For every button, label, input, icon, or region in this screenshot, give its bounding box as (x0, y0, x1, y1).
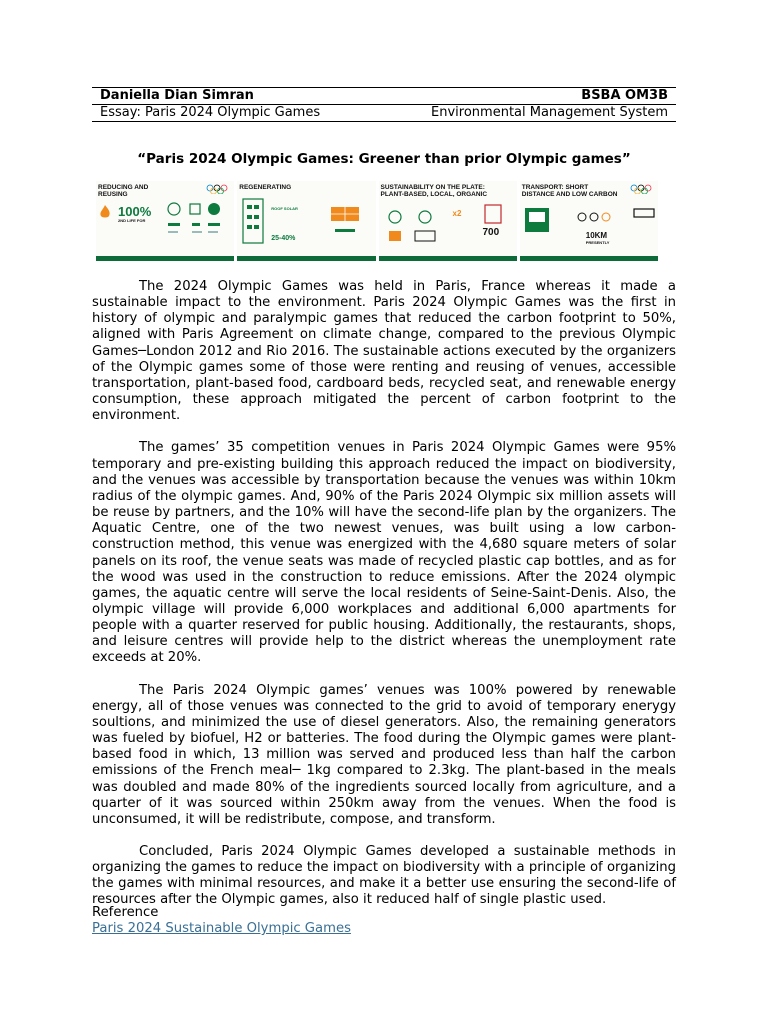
car-icon (632, 205, 656, 219)
author-name: Daniella Dian Simran (92, 88, 374, 105)
panel-stat: 100% (118, 204, 152, 219)
cyclists-icon (574, 203, 614, 223)
bus-icon (524, 207, 550, 233)
plate-icons (385, 209, 445, 249)
course-code: BSBA OM3B (374, 88, 676, 105)
panel-heading: REGENERATING (239, 184, 292, 191)
reference-section (92, 905, 351, 937)
panel-substat: PRESENTLY (585, 240, 610, 245)
olympic-rings-icon (630, 184, 656, 194)
panel-stat: 25-40% (271, 235, 296, 242)
banner-panel-food (379, 181, 517, 261)
banner-panel-regenerating (237, 181, 375, 261)
panel-substat: ROOF SOLAR (271, 206, 298, 211)
panel-substat: 2ND LIFE FOR (118, 218, 146, 223)
solar-panel-icon (327, 201, 367, 241)
paragraph-1: The 2024 Olympic Games was held in Paris, France whereas it made a sustainable impact to the environment. Paris 2024 Olympic Games was the first in history of olympic and paralympic games that reduced the carbon footprint to 50%, aligned with Paris Agreement on climate change, compared to the previous Olympic Games─London 2012 and Rio 2016. The sustainable actions executed by the organizers of the Olympic games some of those were renting and reusing of venues, accessible transportation, plant-based food, cardboard beds, recycled seat, and renewable energy consumption, these approach mitigated the percent of carbon footprint to the environment. (92, 279, 676, 424)
building-icon (241, 195, 267, 245)
flame-icon (99, 205, 111, 219)
panel-substat: x2 (452, 209, 462, 218)
reference-link[interactable]: Paris 2024 Sustainable Olympic Games (92, 921, 351, 936)
cup-icon (483, 203, 505, 225)
panel-stat: 700 (482, 227, 500, 238)
panel-heading: SUSTAINABILITY ON THE PLATE: PLANT-BASED, LOCAL, ORGANIC (380, 184, 488, 198)
panel-stat: 10KM (585, 231, 608, 240)
subject-label: Environmental Management System (374, 105, 676, 122)
essay-title: “Paris 2024 Olympic Games: Greener than prior Olympic games” (137, 151, 631, 167)
essay-label: Essay: Paris 2024 Olympic Games (92, 105, 374, 122)
header-table (92, 87, 676, 122)
panel-heading: TRANSPORT: SHORT DISTANCE AND LOW CARBON (521, 184, 618, 198)
reuse-icons (166, 201, 226, 246)
paragraph-4: Concluded, Paris 2024 Olympic Games developed a sustainable methods in organizing the games to reduce the impact on biodiversity with a principle of organizing the games with minimal resources, and make it a better use ensuring the second-life of resources after the Olympic games, also it reduced half of single plastic used. (92, 844, 676, 908)
paragraph-2: The games’ 35 competition venues in Paris 2024 Olympic Games were 95% temporary and pre-existing building this approach reduced the impact on biodiversity, and the venues was accessible by transportation because the venues was within 10km radius of the olympic games. And, 90% of the Paris 2024 Olympic six million assets will be reuse by partners, and the 10% will have the second-life plan by the organizers. The Aquatic Centre, one of the two newest venues, was built using a low carbon-construction method, this venue was energized with the 4,680 square meters of solar panels on its roof, the venue seats was made of recycled plastic cap bottles, and as for the wood was used in the construction to reduce emissions. After the 2024 olympic games, the aquatic centre will serve the local residents of Seine-Saint-Denis. Also, the olympic village will provide 6,000 workplaces and additional 6,000 apartments for people with a quarter reserved for public housing. Additionally, the restaurants, shops, and leisure centres will provide help to the district whereas the unemployment rate exceeds at 20%. (92, 440, 676, 666)
panel-heading: REDUCING AND REUSING (98, 184, 149, 198)
infographic-banner (96, 181, 658, 261)
olympic-rings-icon (206, 184, 232, 194)
paragraph-3: The Paris 2024 Olympic games’ venues was 100% powered by renewable energy, all of those venues was connected to the grid to avoid of temporary enerygy soultions, and minimized the use of diesel generators. Also, the remaining generators was fueled by biofuel, H2 or batteries. The food during the Olympic games were plant-based food in which, 13 million was served and produced less than half the carbon emissions of the French meal─ 1kg compared to 2.3kg. The plant-based in the meals was doubled and made 80% of the ingredients sourced locally from agriculture, and a quarter of it was sourced within 250km away from the venues. When the food is unconsumed, it will be redistribute, compose, and transform. (92, 682, 676, 827)
banner-panel-reducing (96, 181, 234, 261)
essay-body (92, 279, 676, 925)
banner-panel-transport (520, 181, 658, 261)
reference-label: Reference (92, 905, 159, 920)
